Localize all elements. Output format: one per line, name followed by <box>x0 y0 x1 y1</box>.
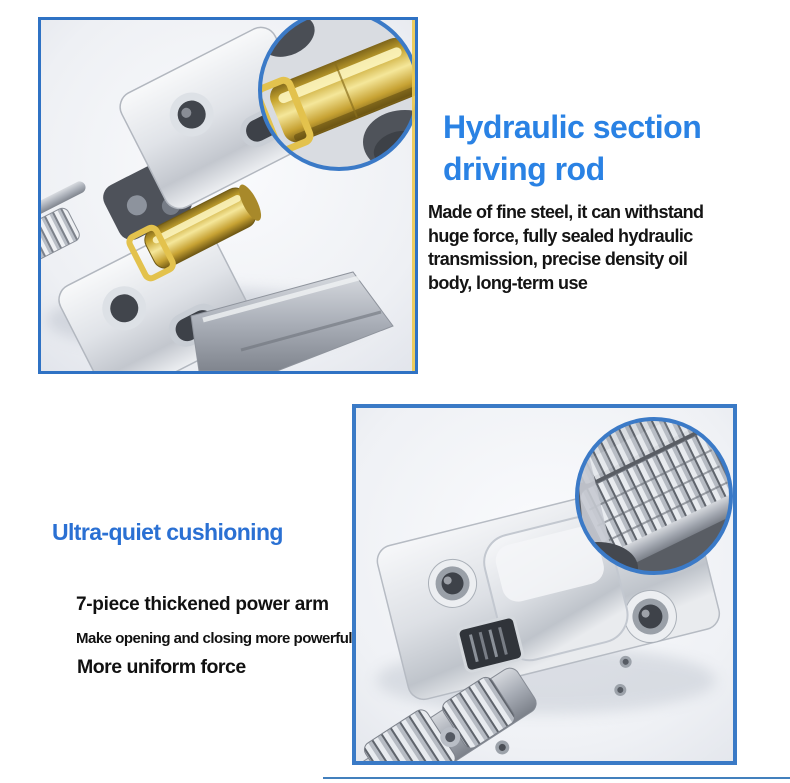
section-top-description <box>428 201 703 295</box>
feature-point: Make opening and closing more powerful <box>76 630 353 647</box>
hinge-illustration-hydraulic <box>41 20 415 371</box>
heading-line: Hydraulic section <box>443 109 702 145</box>
description-line: Made of fine steel, it can withstand <box>428 202 704 222</box>
photo-hinge-cup <box>352 404 737 765</box>
photo-hydraulic-hinge <box>38 17 418 374</box>
hinge-illustration-power-arm <box>356 408 733 761</box>
heading-line: driving rod <box>443 151 605 187</box>
section-top-heading <box>443 106 701 190</box>
description-line: huge force, fully sealed hydraulic <box>428 225 693 246</box>
bottom-divider-line <box>323 777 790 779</box>
photo-frame-accent <box>412 20 415 371</box>
section-bottom-heading: Ultra-quiet cushioning <box>52 519 283 545</box>
feature-point: 7-piece thickened power arm <box>76 594 329 615</box>
description-line: body, long-term use <box>428 272 588 293</box>
feature-point: More uniform force <box>77 656 246 678</box>
description-line: transmission, precise density oil <box>428 249 688 269</box>
